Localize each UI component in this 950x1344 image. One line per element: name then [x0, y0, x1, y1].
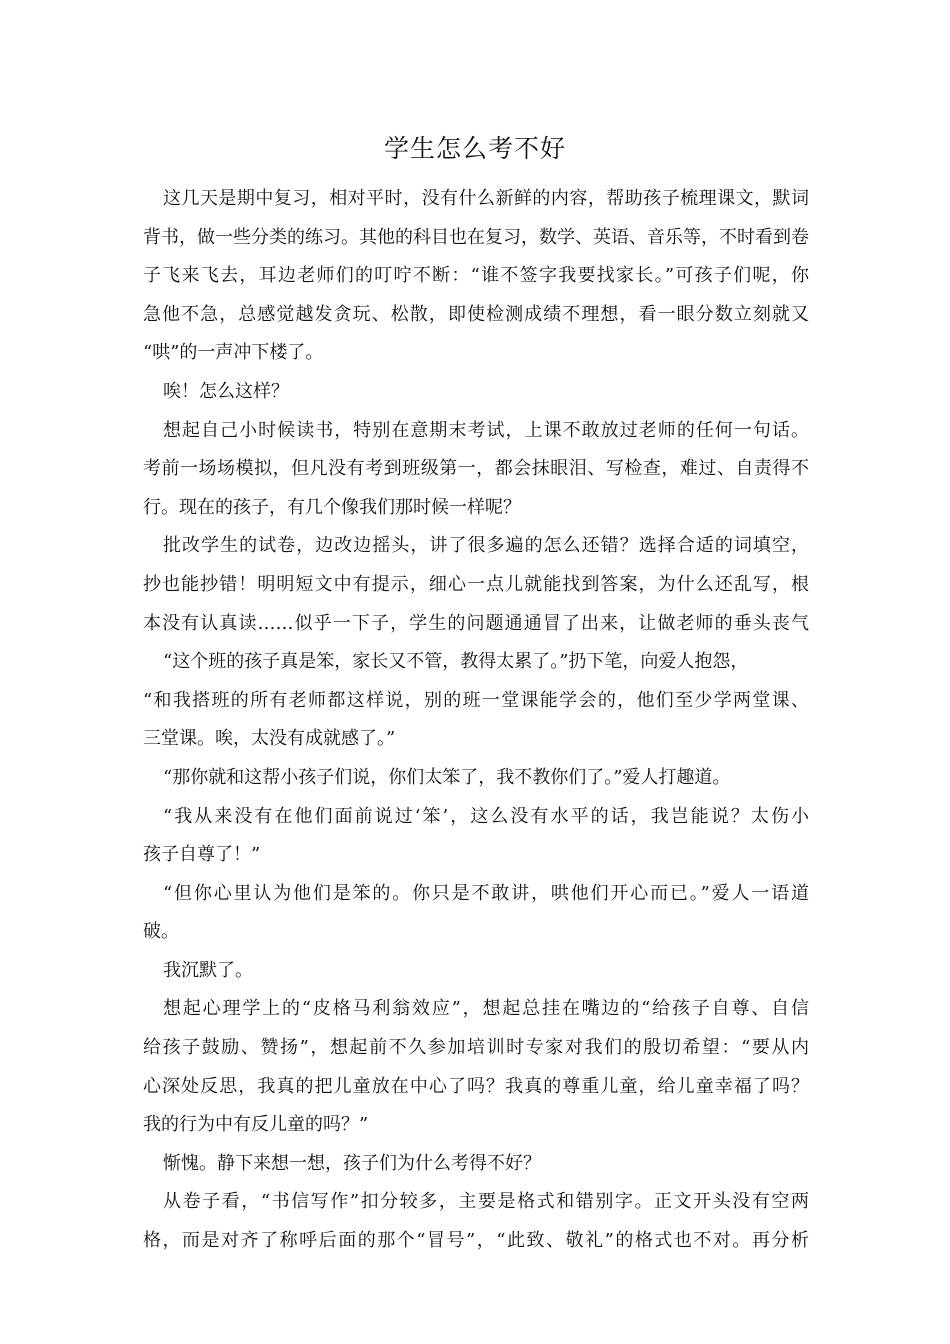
text-line: “哄”的一声冲下楼了。	[143, 342, 324, 364]
text-line: 三堂课。唉，太没有成就感了。”	[143, 728, 396, 750]
text-line: 从卷子看，“书信写作”扣分较多，主要是格式和错别字。正文开头没有空两	[163, 1191, 809, 1213]
text-line: 我的行为中有反儿童的吗？”	[143, 1114, 369, 1136]
text-line: 给孩子鼓励、赞扬”，想起前不久参加培训时专家对我们的殷切希望：“要从内	[143, 1037, 809, 1059]
text-line: 惭愧。静下来想一想，孩子们为什么考得不好？	[163, 1152, 541, 1174]
text-line: 孩子自尊了！”	[143, 844, 261, 866]
text-line: 行。现在的孩子，有几个像我们那时候一样呢？	[143, 496, 521, 518]
text-line: 考前一场场模拟，但凡没有考到班级第一，都会抹眼泪、写检查，难过、自责得不	[143, 458, 809, 480]
text-line: 想起心理学上的“皮格马利翁效应”，想起总挂在嘴边的“给孩子自尊、自信	[163, 998, 809, 1020]
text-line: 批改学生的试卷，边改边摇头，讲了很多遍的怎么还错？选择合适的词填空，	[163, 535, 809, 557]
text-line: “我从来没有在他们面前说过‘笨’，这么没有水平的话，我岂能说？太伤小	[163, 805, 809, 827]
text-line: 我沉默了。	[163, 959, 253, 981]
text-line: 本没有认真读……似乎一下子，学生的问题通通冒了出来，让做老师的垂头丧气	[143, 612, 809, 634]
text-line: “那你就和这帮小孩子们说，你们太笨了，我不教你们了。”爱人打趣道。	[163, 766, 731, 788]
text-line: “但你心里认为他们是笨的。你只是不敢讲，哄他们开心而已。”爱人一语道	[163, 882, 809, 904]
text-line: 心深处反思，我真的把儿童放在中心了吗？我真的尊重儿童，给儿童幸福了吗？	[143, 1075, 809, 1097]
text-line: “这个班的孩子真是笨，家长又不管，教得太累了。”扔下笔，向爱人抱怨，	[163, 651, 749, 673]
document-body	[143, 180, 809, 1261]
text-line: 格，而是对齐了称呼后面的那个“冒号”，“此致、敬礼”的格式也不对。再分析	[143, 1230, 809, 1252]
text-line: “和我搭班的所有老师都这样说，别的班一堂课能学会的，他们至少学两堂课、	[143, 689, 809, 711]
text-line: 背书，做一些分类的练习。其他的科目也在复习，数学、英语、音乐等，不时看到卷	[143, 226, 809, 248]
text-line: 破。	[143, 921, 179, 943]
text-line: 这几天是期中复习，相对平时，没有什么新鲜的内容，帮助孩子梳理课文，默词	[163, 188, 809, 209]
text-line: 唉！怎么这样？	[163, 380, 289, 402]
text-line: 急他不急，总感觉越发贪玩、松散，即使检测成绩不理想，看一眼分数立刻就又	[143, 303, 809, 325]
document-title: 学生怎么考不好	[383, 134, 566, 163]
text-line: 抄也能抄错！明明短文中有提示，细心一点儿就能找到答案，为什么还乱写，根	[143, 573, 809, 595]
text-line: 子飞来飞去，耳边老师们的叮咛不断：“谁不签字我要找家长。”可孩子们呢，你	[143, 265, 809, 287]
text-line: 想起自己小时候读书，特别在意期末考试，上课不敢放过老师的任何一句话。	[163, 419, 809, 441]
